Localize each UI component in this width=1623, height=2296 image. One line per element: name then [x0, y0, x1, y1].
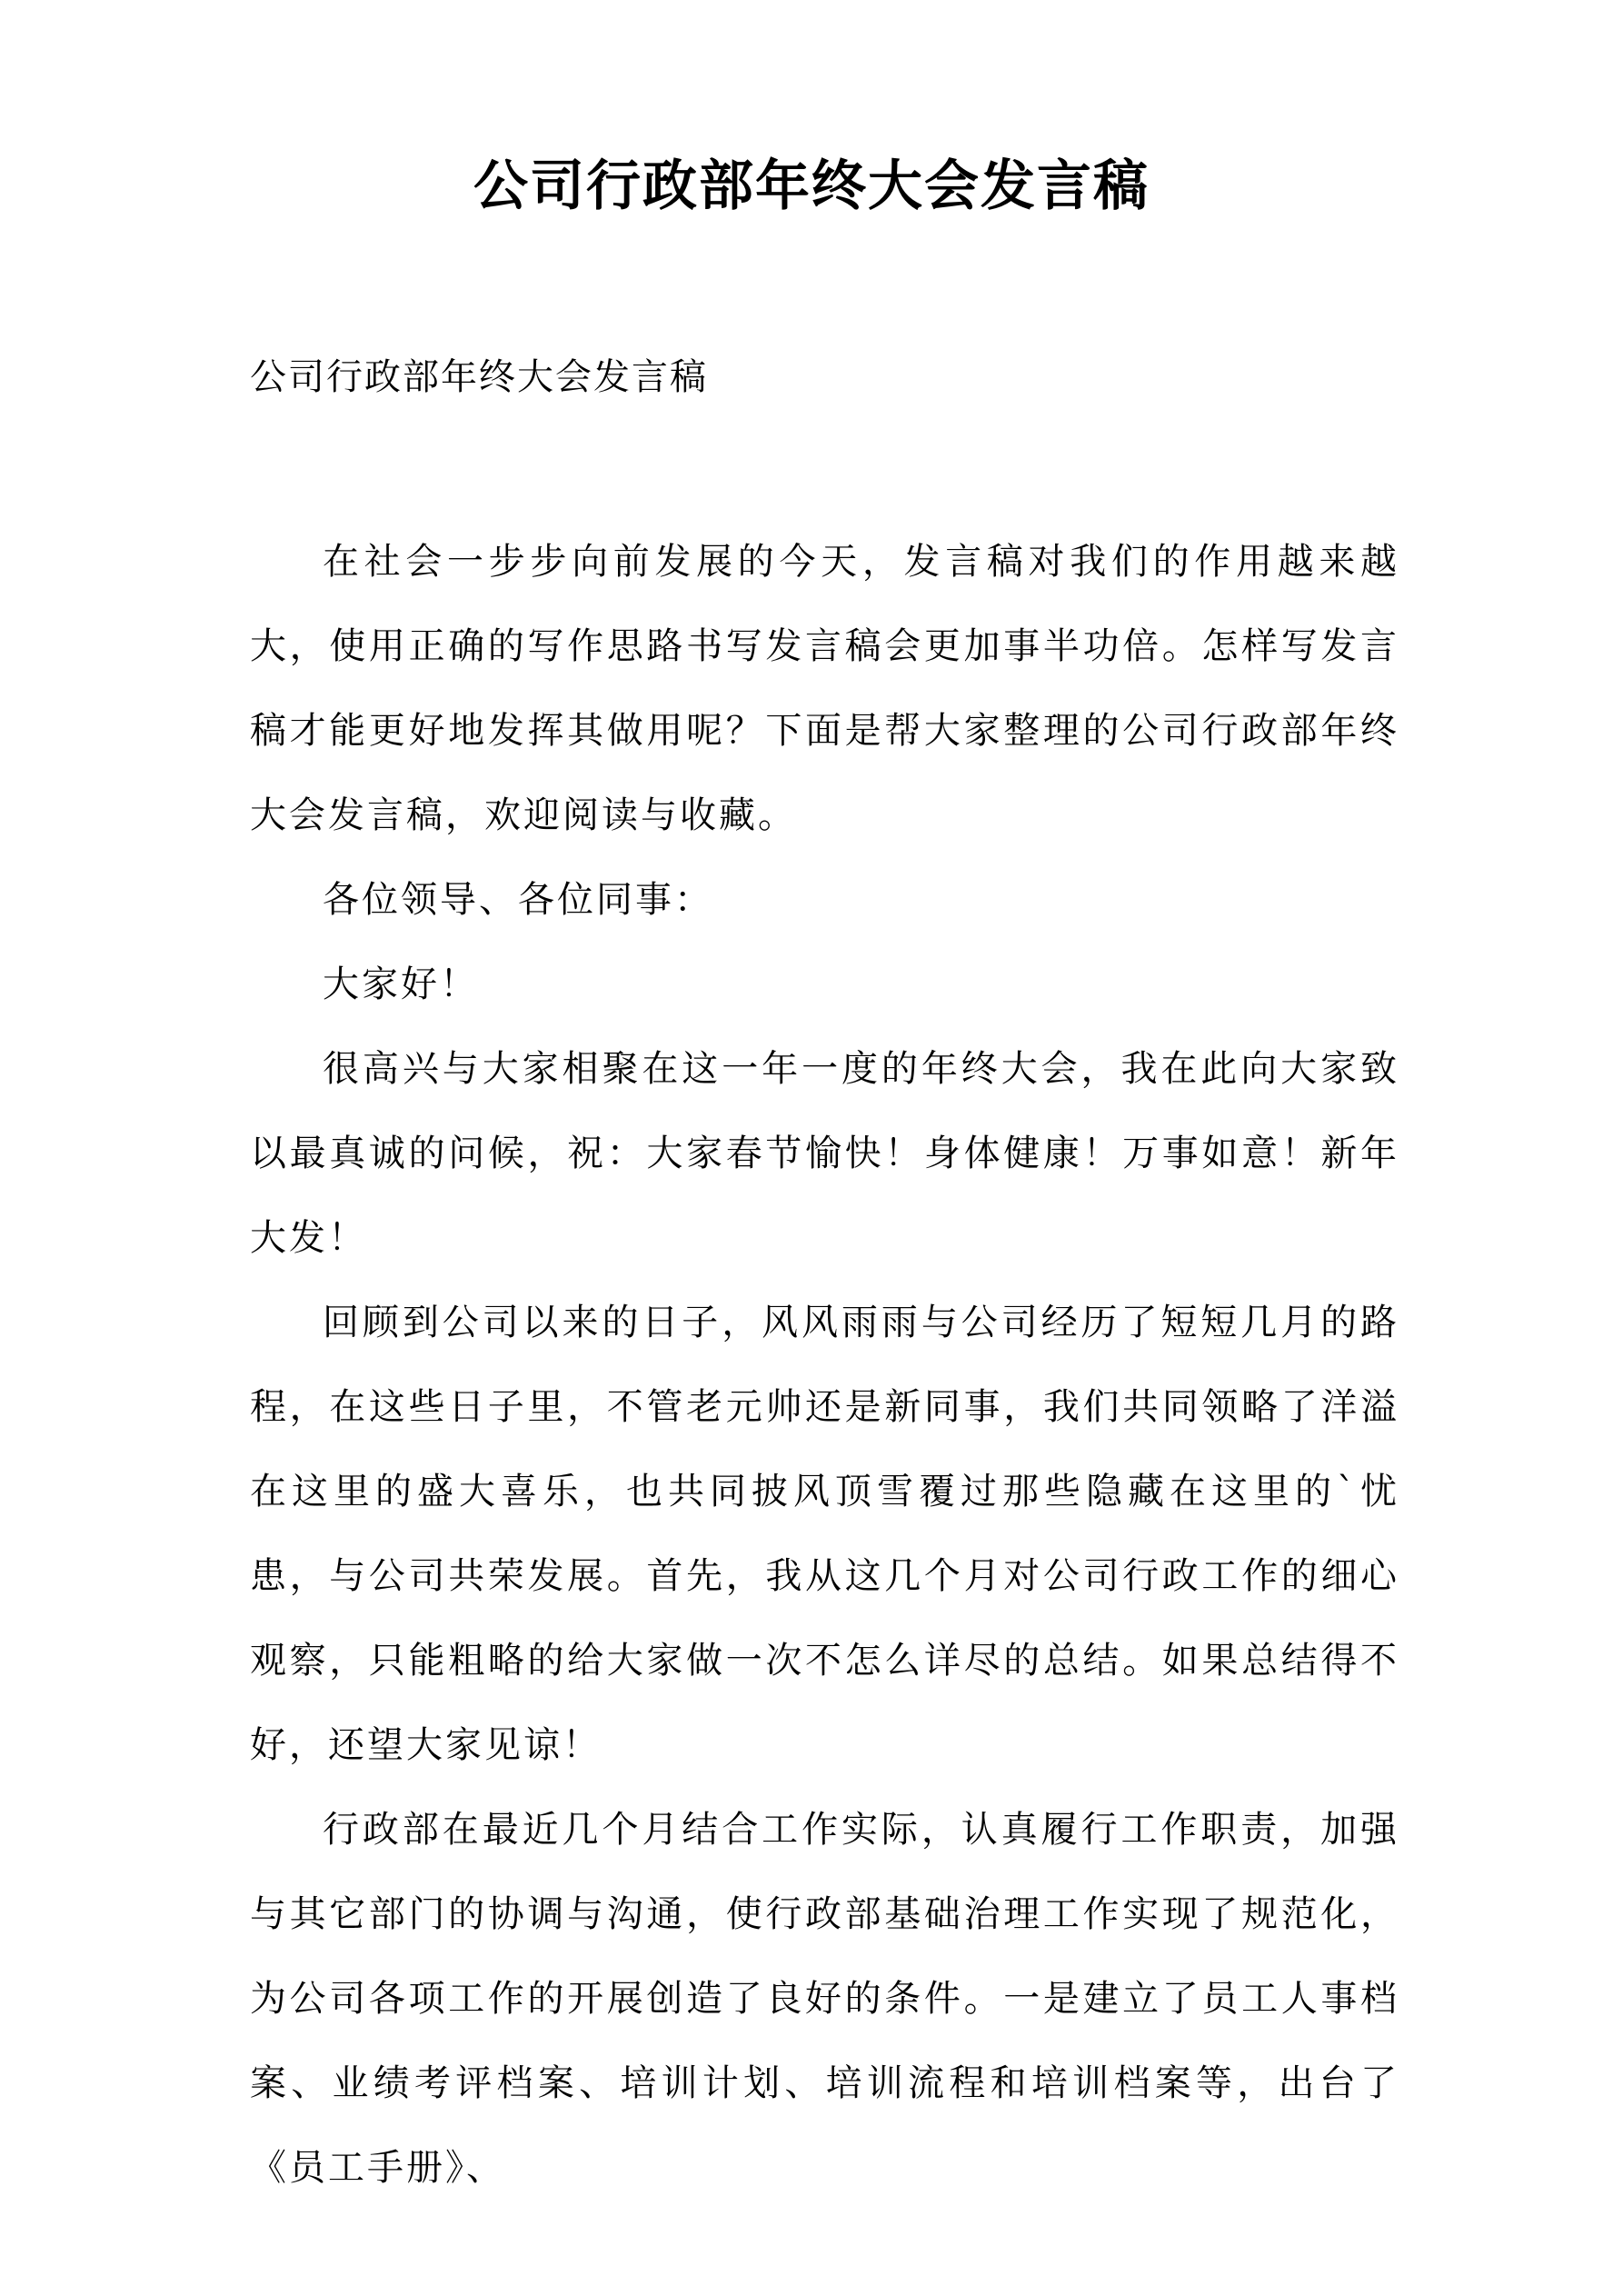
document-body — [250, 520, 1399, 2211]
document-subtitle: 公司行政部年终大会发言稿 — [250, 356, 708, 398]
body-paragraph-admin-work: 行政部在最近几个月结合工作实际，认真履行工作职责，加强与其它部门的协调与沟通，使行政部基础治理工作实现了规范化，为公司各项工作的开展创造了良好的条件。一是建立了员工人事档案、业绩考评档案、培训计划、培训流程和培训档案等，出台了《员工手册》、 — [250, 1809, 1399, 2189]
page-title: 公司行政部年终大会发言稿 — [473, 155, 1150, 218]
body-paragraph-salutation: 各位领导、各位同事： — [323, 879, 713, 921]
body-paragraph-review: 回顾到公司以来的日子，风风雨雨与公司经历了短短几月的路程，在这些日子里，不管老元帅还是新同事，我们共同领略了洋溢在这里的盛大喜乐，也共同披风顶雪覆过那些隐藏在这里的`忧患，与公司共荣发展。首先，我从这几个月对公司行政工作的细心观察，只能粗略的给大家做一次不怎么详尽的总结。如果总结得不好，还望大家见谅！ — [250, 1302, 1399, 1766]
body-paragraph-intro: 在社会一步步向前发展的今天，发言稿对我们的作用越来越大，使用正确的写作思路书写发言稿会更加事半功倍。怎样写发言稿才能更好地发挥其做用呢？下面是帮大家整理的公司行政部年终大会发言稿，欢迎阅读与收藏。 — [250, 541, 1399, 836]
body-paragraph-wishes: 很高兴与大家相聚在这一年一度的年终大会，我在此向大家致以最真诚的问候，祝：大家春节愉快！身体健康！万事如意！新年大发！ — [250, 1048, 1399, 1259]
body-paragraph-greeting: 大家好！ — [323, 963, 479, 1005]
